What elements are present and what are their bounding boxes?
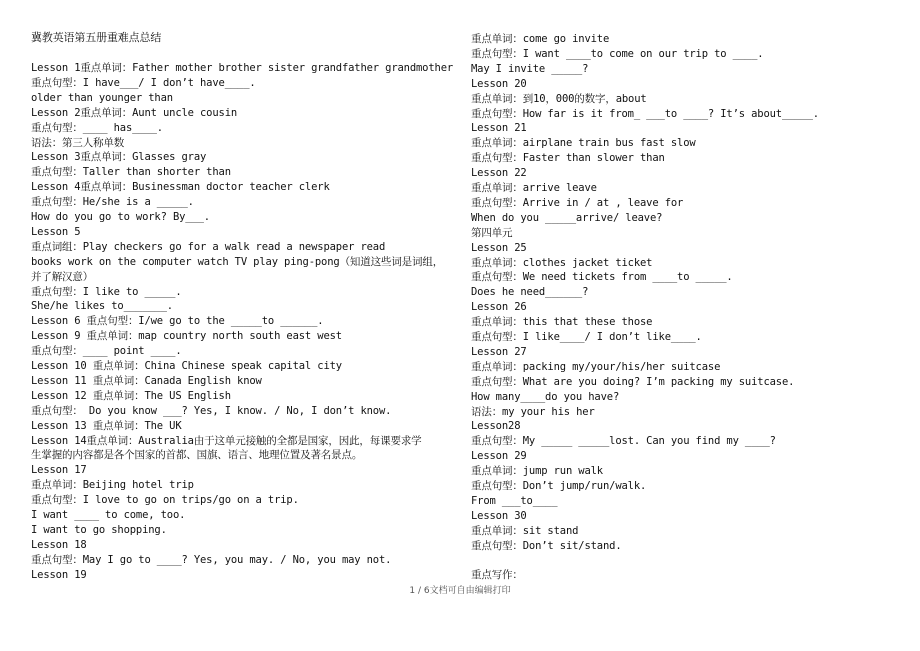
text-line: Lesson 3重点单词：Glasses gray — [31, 151, 207, 164]
text-line: books work on the computer watch TV play ping-pong（知道这些词是词组， — [31, 255, 444, 268]
text-line: Lesson 21 — [471, 122, 527, 135]
text-line: 重点句型：How far is it from_ ___to ____? It’s about_____. — [471, 107, 819, 120]
text-line: Lesson 6 重点句型：I/we go to the _____to ______. — [31, 315, 324, 328]
text-line: 重点单词：到10，000的数字，about — [471, 92, 647, 105]
text-line: Lesson 29 — [471, 450, 527, 463]
text-line: 重点句型：Arrive in / at , leave for — [471, 196, 684, 209]
text-line: Lesson 2重点单词：Aunt uncle cousin — [31, 106, 238, 119]
text-line: Lesson 18 — [31, 538, 87, 551]
text-line: From ___to____ — [471, 494, 558, 507]
text-line: Lesson 4重点单词：Businessman doctor teacher clerk — [31, 181, 330, 194]
text-line: May I invite _____? — [471, 62, 589, 75]
text-line: 重点句型：He/she is a _____. — [31, 196, 194, 209]
text-line: Lesson28 — [471, 420, 521, 433]
text-line: 重点句型：I like to _____. — [31, 285, 182, 298]
text-line: 重点单词：sit stand — [471, 524, 579, 537]
text-line: 重点单词：clothes jacket ticket — [471, 256, 653, 269]
text-line: Lesson 25 — [471, 241, 527, 254]
text-line: Lesson 12 重点单词：The US English — [31, 389, 231, 402]
text-line: 重点句型：Don’t jump/run/walk. — [471, 480, 647, 492]
page-footer: 1 / 6文档可自由编辑打印 — [409, 586, 511, 596]
text-line: older than younger than — [31, 91, 173, 104]
text-line: 重点句型： Do you know ___? Yes, I know. / No, I don’t know. — [31, 404, 392, 417]
text-line: 重点句型：Faster than slower than — [471, 152, 665, 165]
text-line: I want ____ to come, too. — [31, 509, 186, 521]
text-line: 重点单词：arrive leave — [471, 182, 597, 194]
text-line: Lesson 20 — [471, 77, 527, 90]
text-line: 重点单词：come go invite — [471, 33, 610, 45]
text-line: She/he likes to_______. — [31, 300, 173, 313]
text-line: 重点句型：____ has____. — [31, 121, 163, 134]
text-line: 重点句型：What are you doing? I’m packing my suitcase. — [471, 375, 795, 388]
text-line: 重点句型：____ point ____. — [31, 345, 182, 358]
text-line: Lesson 26 — [471, 301, 527, 314]
text-line: 第四单元 — [471, 226, 513, 239]
text-line: I want to go shopping. — [31, 523, 167, 536]
text-line: Lesson 22 — [471, 167, 527, 180]
text-line: 重点句型：I like____/ I don’t like____. — [471, 331, 702, 343]
text-line: When do you _____arrive/ leave? — [471, 211, 663, 224]
text-line: 重点句型：I have___/ I don’t have____. — [31, 76, 256, 89]
text-line: Lesson 1重点单词：Father mother brother sister grandfather grandmother — [31, 62, 454, 74]
text-line: Lesson 13 重点单词：The UK — [31, 419, 182, 432]
text-line: 生掌握的内容都是各个国家的首都、国旗、语言、地理位置及著名景点。 — [31, 449, 363, 462]
text-line: Lesson 14重点单词：Australia由于这单元接触的全都是国家，因此，每课要求学 — [31, 434, 422, 447]
text-line: 重点单词：jump run walk — [471, 465, 603, 478]
text-line: 重点句型：Taller than shorter than — [31, 166, 231, 179]
text-line: 重点句型：My _____ _____lost. Can you find my ____? — [471, 435, 776, 448]
text-line: Lesson 5 — [31, 225, 81, 238]
text-line: 重点单词：this that these those — [471, 316, 653, 329]
text-line: 重点句型：May I go to ____? Yes, you may. / No, you may not. — [31, 553, 392, 566]
text-line: 重点写作： — [471, 569, 523, 582]
text-line: Lesson 11 重点单词：Canada English know — [31, 374, 262, 387]
text-line: 并了解汉意） — [31, 270, 94, 283]
text-line: Lesson 9 重点单词：map country north south east west — [31, 330, 342, 343]
text-line: Lesson 10 重点单词：China Chinese speak capital city — [31, 360, 342, 372]
text-line: 重点句型：I want ____to come on our trip to ____. — [471, 47, 764, 60]
text-line: 语法：第三人称单数 — [31, 136, 125, 149]
text-line: 重点单词：airplane train bus fast slow — [471, 137, 696, 150]
text-line: How many____do you have? — [471, 390, 620, 403]
text-line: Does he need______? — [471, 286, 589, 299]
text-line: 重点句型：We need tickets from ____to _____. — [471, 271, 733, 284]
text-line: 重点句型：I love to go on trips/go on a trip. — [31, 494, 299, 507]
text-line: Lesson 17 — [31, 464, 87, 477]
text-line: How do you go to work? By___. — [31, 211, 210, 223]
text-line: Lesson 27 — [471, 345, 527, 358]
text-line: 重点单词：packing my/your/his/her suitcase — [471, 360, 721, 373]
text-line: Lesson 19 — [31, 568, 87, 581]
text-line: 语法：my your his her — [471, 405, 595, 418]
text-line: 重点词组：Play checkers go for a walk read a newspaper read — [31, 240, 386, 253]
page-title: 冀教英语第五册重难点总结 — [31, 31, 162, 44]
text-line: 重点单词：Beijing hotel trip — [31, 479, 194, 492]
text-line: 重点句型：Don’t sit/stand. — [471, 539, 622, 552]
text-line: Lesson 30 — [471, 509, 527, 522]
